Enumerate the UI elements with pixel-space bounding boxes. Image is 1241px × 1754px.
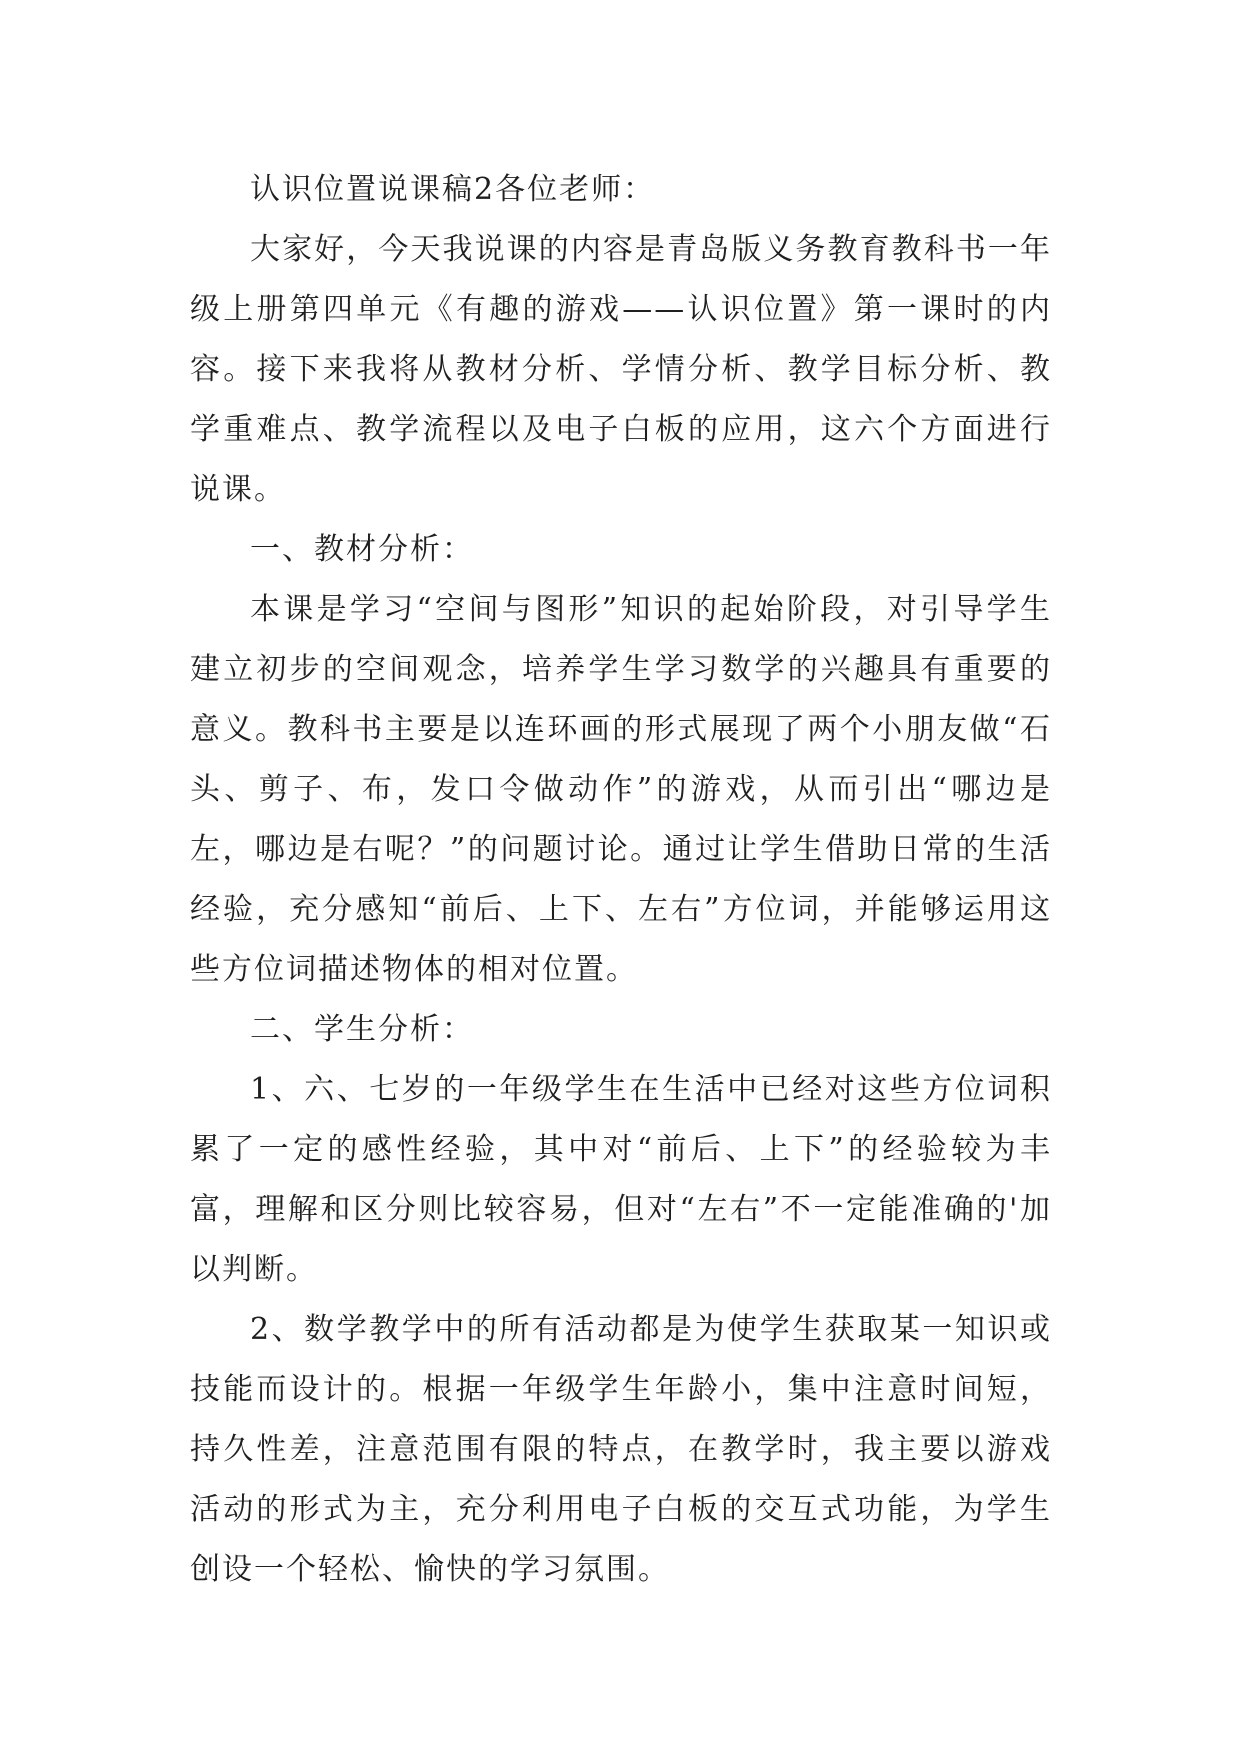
document-body: [190, 160, 1052, 1600]
student-analysis-point-2: 2、数学教学中的所有活动都是为使学生获取某一知识或技能而设计的。根据一年级学生年龄小，集中注意时间短，持久性差，注意范围有限的特点，在教学时，我主要以游戏活动的形式为主，充分利用电子白板的交互式功能，为学生创设一个轻松、愉快的学习氛围。: [190, 1312, 1052, 1587]
section-heading-textbook-analysis: 一、教材分析：: [250, 532, 474, 567]
student-analysis-point-1: 1、六、七岁的一年级学生在生活中已经对这些方位词积累了一定的感性经验，其中对“前后、上下”的经验较为丰富，理解和区分则比较容易，但对“左右”不一定能准确的'加以判断。: [190, 1072, 1052, 1287]
textbook-analysis-paragraph: 本课是学习“空间与图形”知识的起始阶段，对引导学生建立初步的空间观念，培养学生学习数学的兴趣具有重要的意义。教科书主要是以连环画的形式展现了两个小朋友做“石头、剪子、布，发口令做动作”的游戏，从而引出“哪边是左，哪边是右呢？”的问题讨论。通过让学生借助日常的生活经验，充分感知“前后、上下、左右”方位词，并能够运用这些方位词描述物体的相对位置。: [190, 592, 1052, 987]
title-paragraph: 认识位置说课稿2各位老师：: [250, 172, 656, 207]
section-heading-student-analysis: 二、学生分析：: [250, 1012, 474, 1047]
intro-paragraph: 大家好，今天我说课的内容是青岛版义务教育教科书一年级上册第四单元《有趣的游戏——认识位置》第一课时的内容。接下来我将从教材分析、学情分析、教学目标分析、教学重难点、教学流程以及电子白板的应用，这六个方面进行说课。: [190, 232, 1052, 507]
